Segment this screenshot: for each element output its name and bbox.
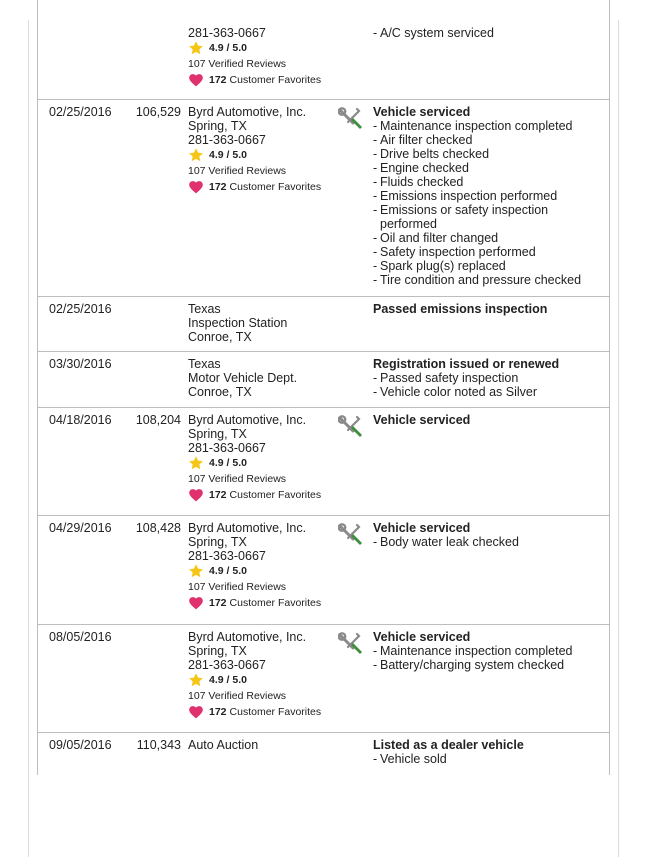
detail-item (373, 371, 605, 385)
dash: - (373, 371, 378, 385)
source-cell (188, 302, 336, 344)
star-icon (188, 40, 204, 56)
date-cell: 04/18/2016 (49, 413, 112, 427)
detail-text: Fluids checked (380, 175, 464, 189)
detail-text: Maintenance inspection completed (380, 119, 573, 133)
dash: - (373, 203, 378, 217)
dash: - (373, 385, 378, 399)
heart-icon (188, 487, 204, 503)
detail-item (373, 231, 605, 245)
favorites-count: 172 (209, 597, 227, 609)
source-line: Byrd Automotive, Inc. (188, 105, 307, 119)
detail-text: Vehicle sold (380, 752, 447, 766)
table-right-border (609, 0, 610, 775)
mileage-cell: 108,428 (135, 521, 181, 535)
favorites-label: Customer Favorites (229, 74, 322, 86)
history-row (37, 20, 609, 100)
detail-item (373, 119, 605, 133)
source-line: Motor Vehicle Dept. (188, 371, 298, 385)
heart-icon (188, 704, 204, 720)
customer-favorites (188, 487, 336, 503)
favorites-label: Customer Favorites (229, 706, 322, 718)
source-line: 281-363-0667 (188, 441, 266, 455)
history-row (37, 624, 609, 733)
rating (188, 563, 336, 579)
date-cell: 04/29/2016 (49, 521, 112, 535)
rating (188, 40, 336, 56)
source-cell (188, 413, 336, 503)
dash: - (373, 189, 378, 203)
rating (188, 455, 336, 471)
detail-item (373, 535, 605, 549)
history-row (37, 296, 609, 352)
wrench-screwdriver-icon (338, 523, 364, 547)
detail-item (373, 161, 605, 175)
star-icon (188, 563, 204, 579)
detail-text: Emissions inspection performed (380, 189, 558, 203)
source-cell (188, 738, 336, 752)
event-title: Vehicle serviced (373, 630, 471, 644)
details-cell (373, 738, 605, 766)
favorites-count: 172 (209, 489, 227, 501)
dash: - (373, 535, 378, 549)
verified-reviews-link[interactable]: 107 Verified Reviews (188, 690, 287, 702)
detail-text: A/C system serviced (380, 26, 494, 40)
favorites-label: Customer Favorites (229, 489, 322, 501)
source-cell (188, 357, 336, 399)
date-cell: 03/30/2016 (49, 357, 112, 371)
wrench-screwdriver-icon (338, 632, 364, 656)
detail-text: Passed safety inspection (380, 371, 519, 385)
detail-item (373, 26, 605, 40)
detail-text: Maintenance inspection completed (380, 644, 573, 658)
date-cell: 08/05/2016 (49, 630, 112, 644)
verified-reviews-link[interactable]: 107 Verified Reviews (188, 581, 287, 593)
detail-text: Tire condition and pressure checked (380, 273, 582, 287)
source-line: Spring, TX (188, 427, 247, 441)
mileage-cell: 108,204 (135, 413, 181, 427)
outer-left-border (28, 20, 29, 857)
details-cell (373, 413, 605, 427)
verified-reviews-link[interactable]: 107 Verified Reviews (188, 58, 287, 70)
wrench-screwdriver-icon (338, 107, 364, 131)
verified-reviews-link[interactable]: 107 Verified Reviews (188, 473, 287, 485)
event-title: Listed as a dealer vehicle (373, 738, 524, 752)
details-cell (373, 630, 605, 672)
source-line: Texas (188, 357, 221, 371)
history-row (37, 351, 609, 408)
detail-item (373, 752, 605, 766)
favorites-count: 172 (209, 74, 227, 86)
source-line: Texas (188, 302, 221, 316)
rating-value: 4.9 / 5.0 (209, 457, 247, 469)
source-line: Conroe, TX (188, 385, 252, 399)
dash: - (373, 26, 378, 40)
detail-text: Battery/charging system checked (380, 658, 565, 672)
details-cell (373, 26, 605, 40)
source-line: Spring, TX (188, 644, 247, 658)
event-title: Vehicle serviced (373, 413, 471, 427)
date-cell: 09/05/2016 (49, 738, 112, 752)
date-cell: 02/25/2016 (49, 302, 112, 316)
heart-icon (188, 595, 204, 611)
rating-value: 4.9 / 5.0 (209, 674, 247, 686)
detail-item (373, 147, 605, 161)
source-line: Byrd Automotive, Inc. (188, 413, 307, 427)
detail-item (373, 175, 605, 189)
dash: - (373, 752, 378, 766)
detail-text: Drive belts checked (380, 147, 490, 161)
dash: - (373, 644, 378, 658)
detail-item (373, 259, 605, 273)
dash: - (373, 231, 378, 245)
rating-value: 4.9 / 5.0 (209, 565, 247, 577)
rating (188, 672, 336, 688)
source-line: Auto Auction (188, 738, 259, 752)
outer-right-border (618, 20, 619, 857)
favorites-count: 172 (209, 706, 227, 718)
detail-text: Body water leak checked (380, 535, 519, 549)
favorites-count: 172 (209, 181, 227, 193)
details-cell (373, 105, 605, 287)
details-cell (373, 521, 605, 549)
detail-item (373, 658, 605, 672)
dash: - (373, 245, 378, 259)
dash: - (373, 658, 378, 672)
customer-favorites (188, 704, 336, 720)
detail-item (373, 385, 605, 399)
event-title: Vehicle serviced (373, 521, 471, 535)
history-row (37, 407, 609, 516)
rating-value: 4.9 / 5.0 (209, 149, 247, 161)
history-row (37, 732, 609, 792)
source-line: 281-363-0667 (188, 549, 266, 563)
dash: - (373, 119, 378, 133)
mileage-cell: 110,343 (136, 738, 181, 752)
dash: - (373, 273, 378, 287)
detail-item (373, 133, 605, 147)
details-cell (373, 302, 605, 316)
mileage-cell: 106,529 (135, 105, 181, 119)
customer-favorites (188, 179, 336, 195)
rating (188, 147, 336, 163)
heart-icon (188, 72, 204, 88)
detail-item (373, 189, 605, 203)
verified-reviews-link[interactable]: 107 Verified Reviews (188, 165, 287, 177)
dash: - (373, 175, 378, 189)
customer-favorites (188, 72, 336, 88)
source-line: Conroe, TX (188, 330, 252, 344)
detail-item (373, 273, 605, 287)
heart-icon (188, 179, 204, 195)
star-icon (188, 455, 204, 471)
detail-text: Oil and filter changed (380, 231, 499, 245)
event-title: Registration issued or renewed (373, 357, 560, 371)
favorites-label: Customer Favorites (229, 181, 322, 193)
dash: - (373, 259, 378, 273)
customer-favorites (188, 595, 336, 611)
source-cell (188, 105, 336, 195)
source-cell (188, 630, 336, 720)
detail-text: Emissions or safety inspection performed (380, 203, 549, 231)
history-row (37, 515, 609, 625)
favorites-label: Customer Favorites (229, 597, 322, 609)
detail-item (373, 245, 605, 259)
source-cell (188, 521, 336, 611)
detail-item (373, 644, 605, 658)
star-icon (188, 672, 204, 688)
details-cell (373, 357, 605, 399)
rating-value: 4.9 / 5.0 (209, 42, 247, 54)
source-cell (188, 26, 336, 88)
detail-text: Spark plug(s) replaced (380, 259, 506, 273)
dash: - (373, 147, 378, 161)
star-icon (188, 147, 204, 163)
source-line: Byrd Automotive, Inc. (188, 630, 307, 644)
source-line: Spring, TX (188, 535, 247, 549)
source-line: 281-363-0667 (188, 133, 266, 147)
date-cell: 02/25/2016 (49, 105, 112, 119)
detail-text: Safety inspection performed (380, 245, 536, 259)
history-row (37, 99, 609, 297)
detail-text: Engine checked (380, 161, 469, 175)
event-title: Passed emissions inspection (373, 302, 548, 316)
wrench-screwdriver-icon (338, 415, 364, 439)
source-line: Inspection Station (188, 316, 288, 330)
source-line: Spring, TX (188, 119, 247, 133)
detail-text: Air filter checked (380, 133, 473, 147)
dash: - (373, 133, 378, 147)
dash: - (373, 161, 378, 175)
detail-item (373, 203, 605, 231)
source-line: Byrd Automotive, Inc. (188, 521, 307, 535)
detail-text: Vehicle color noted as Silver (380, 385, 538, 399)
event-title: Vehicle serviced (373, 105, 471, 119)
source-line: 281-363-0667 (188, 26, 266, 40)
source-line: 281-363-0667 (188, 658, 266, 672)
